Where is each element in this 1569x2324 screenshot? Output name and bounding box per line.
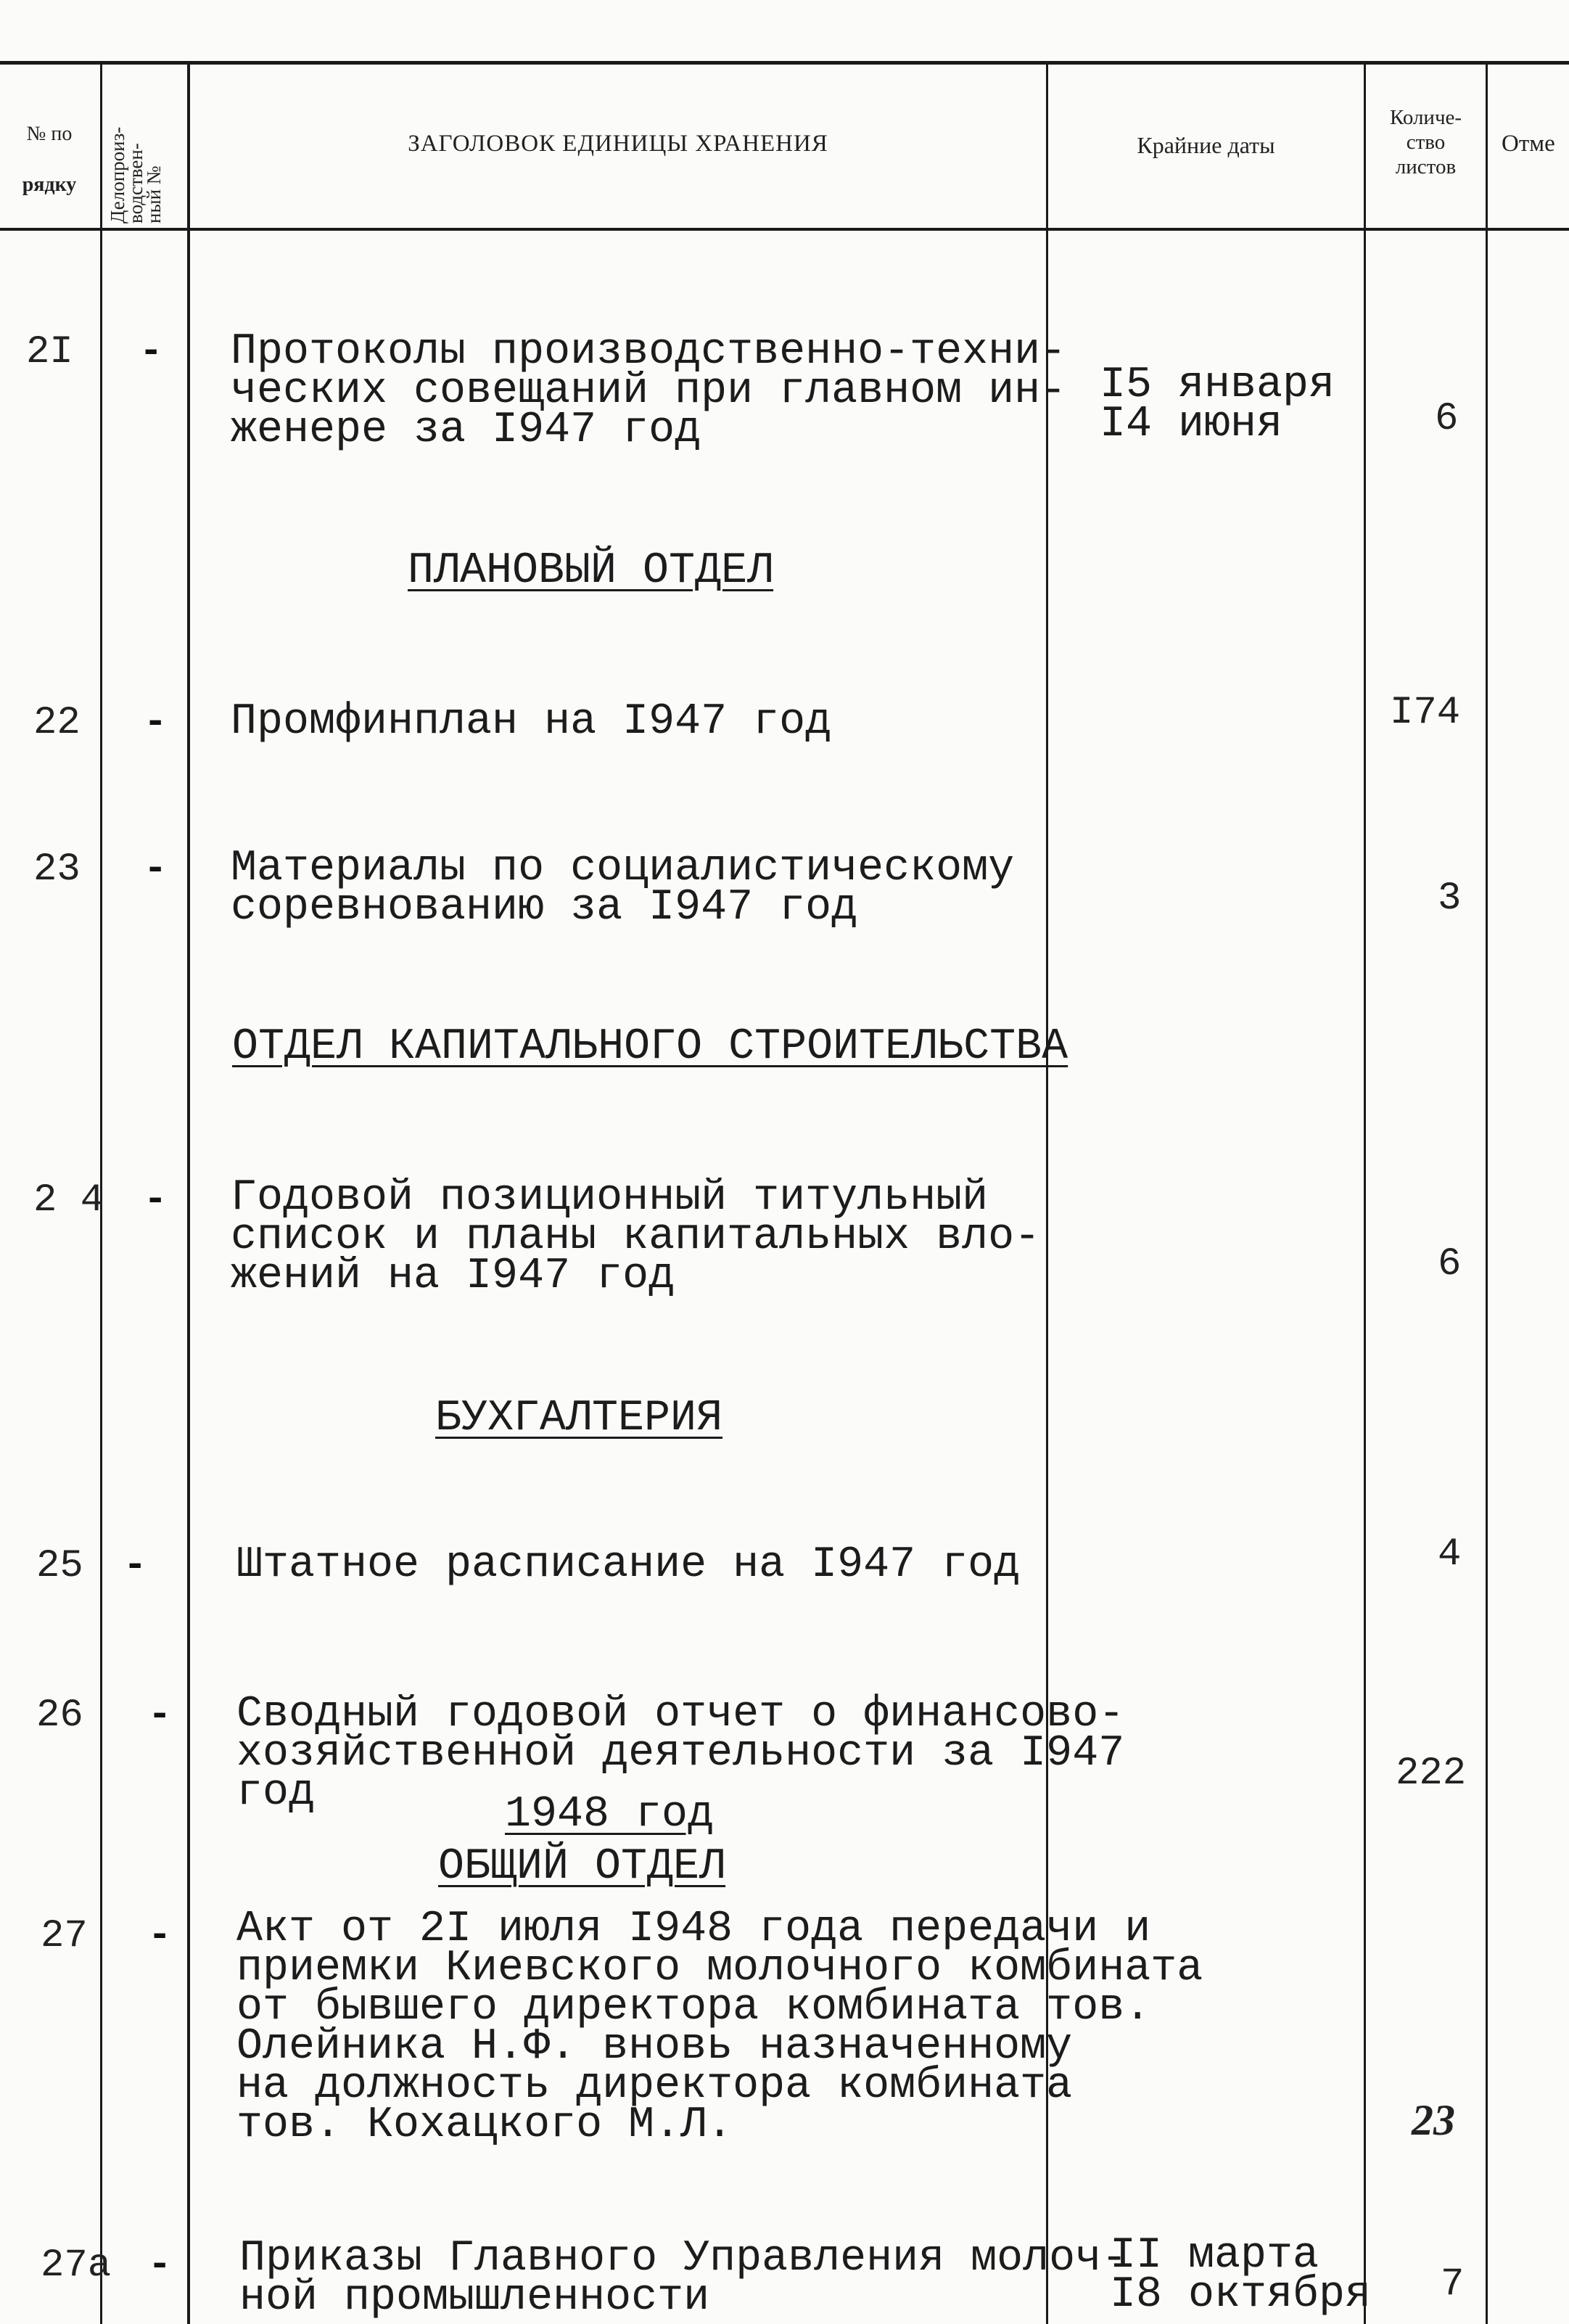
header-order-line1: № по (26, 123, 73, 145)
office-number: - (148, 1914, 172, 1958)
sheet-count: 23 (1412, 2096, 1455, 2144)
item-title: Штатное расписание на I947 год (236, 1540, 1021, 1590)
office-number: - (144, 701, 168, 745)
sheet-count: 3 (1438, 876, 1462, 921)
row-number: 2I (26, 330, 73, 374)
sheet-count: 7 (1441, 2262, 1465, 2307)
office-number: - (148, 2243, 172, 2288)
col-divider-2 (187, 64, 190, 2324)
office-number: - (144, 847, 168, 892)
item-title: Промфинплан на I947 год (231, 697, 832, 747)
row-number: 27 (41, 1914, 88, 1958)
sheet-count: 6 (1435, 397, 1459, 441)
col-divider-4 (1364, 64, 1366, 2324)
item-title: Протоколы производственно-техни- ческих совещаний при главном ин- женере за I947 год (231, 327, 1067, 455)
row-number: 2 4 (33, 1178, 104, 1223)
top-border (0, 61, 1569, 65)
row-number: 23 (33, 847, 81, 892)
header-dates: Крайние даты (1137, 132, 1275, 158)
section-heading-general: ОБЩИЙ ОТДЕЛ (438, 1842, 726, 1892)
sheet-count: 6 (1438, 1242, 1462, 1286)
header-notes: Отме (1502, 131, 1555, 157)
sheet-count: I74 (1390, 691, 1461, 735)
office-number: - (139, 330, 163, 374)
item-title: Годовой позиционный титульный список и планы капитальных вло- жений на I947 год (231, 1173, 1041, 1301)
row-number: 27а (41, 2243, 112, 2288)
item-title: Сводный годовой отчет о финансово- хозяйственной деятельности за I947 год (236, 1690, 1125, 1818)
section-heading-accounting: БУХГАЛТЕРИЯ (435, 1394, 723, 1443)
office-number: - (144, 1178, 168, 1223)
header-order-line2: рядку (22, 173, 77, 196)
office-number: - (123, 1544, 147, 1588)
row-number: 25 (36, 1544, 83, 1588)
item-title: Приказы Главного Управления молоч- ной промышленности (239, 2234, 1128, 2323)
sheet-count: 4 (1438, 1532, 1462, 1577)
item-dates: II марта I8 октября (1110, 2231, 1372, 2320)
header-sheets: Количе- ство листов (1389, 106, 1462, 178)
item-title: Акт от 2I июля I948 года передачи и приемки Киевского молочного комбината от бывшего директора комбината тов. Олейника Н.Ф. вновь назначенному на должность директора комбината тов. Кохацкого М.Л. (236, 1905, 1203, 2150)
col-divider-5 (1486, 64, 1488, 2324)
section-heading-construction: ОТДЕЛ КАПИТАЛЬНОГО СТРОИТЕЛЬСТВА (232, 1022, 1068, 1072)
item-dates: I5 января I4 июня (1100, 361, 1335, 449)
row-number: 26 (36, 1693, 83, 1738)
header-bottom-border (0, 228, 1569, 231)
section-heading-year-1948: 1948 год (505, 1790, 715, 1839)
header-order-number (0, 109, 99, 210)
section-heading-planning: ПЛАНОВЫЙ ОТДЕЛ (408, 546, 774, 596)
sheet-count: 222 (1396, 1752, 1467, 1796)
office-number: - (148, 1693, 172, 1738)
header-title: ЗАГОЛОВОК ЕДИНИЦЫ ХРАНЕНИЯ (408, 131, 828, 157)
row-number: 22 (33, 701, 81, 745)
item-title: Материалы по социалистическому соревнованию за I947 год (231, 844, 1015, 932)
header-office-number: Делопроиз- водствен- ный № (107, 126, 165, 223)
